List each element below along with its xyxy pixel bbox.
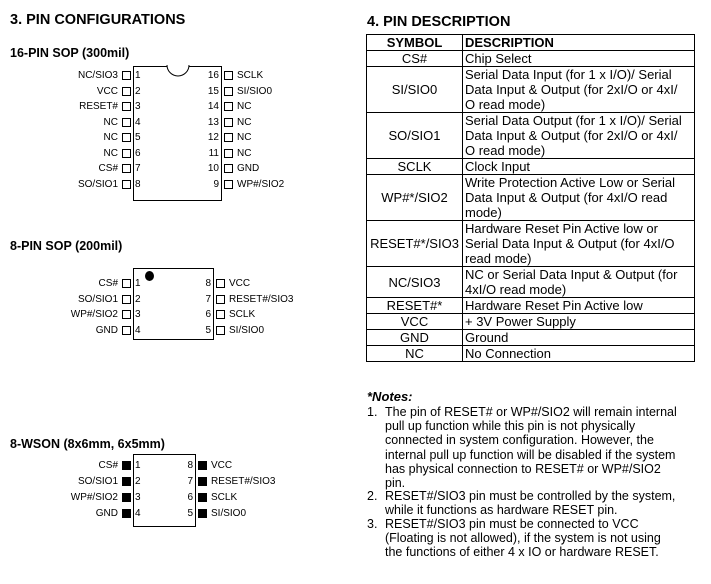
symbol-cell: NC <box>367 346 463 362</box>
table-row <box>367 298 695 314</box>
sop8-right-pin-label: SCLK <box>229 309 256 321</box>
sop16-notch <box>166 65 190 77</box>
description-header: DESCRIPTION <box>463 35 695 51</box>
sop16-right-pin-label: GND <box>237 163 260 174</box>
wson8-left-pin-number: 1 <box>135 460 141 471</box>
wson8-right-pin-number: 6 <box>187 492 193 503</box>
sop8-left-pin-label: SO/SIO1 <box>77 293 118 305</box>
symbol-cell: GND <box>367 330 463 346</box>
wson8-left-pin-number: 3 <box>135 492 141 503</box>
pin-description-table <box>366 34 695 362</box>
symbol-cell: WP#*/SIO2 <box>367 175 463 221</box>
wson8-right-pin <box>198 461 207 470</box>
table-row <box>367 221 695 267</box>
sop8-left-pin-number: 1 <box>135 278 141 289</box>
description-line: 4xI/O read mode) <box>465 282 567 297</box>
sop8-heading: 8-PIN SOP (200mil) <box>10 239 123 253</box>
note-text <box>385 517 697 560</box>
note-line: internal pull up function will be disabled if the system <box>385 447 676 462</box>
sop16-right-pin <box>224 133 233 142</box>
description-cell <box>463 330 695 346</box>
wson8-right-pin-label: VCC <box>211 460 233 471</box>
note-text <box>385 405 697 490</box>
sop16-right-pin-label: NC <box>237 101 252 112</box>
description-line: Ground <box>465 330 509 345</box>
description-line: Serial Data Input (for 1 x I/O)/ Serial <box>465 67 672 82</box>
sop16-left-pin-label: NC <box>103 116 118 128</box>
table-row <box>367 346 695 362</box>
description-line: + 3V Power Supply <box>465 314 576 329</box>
sop8-right-pin-label: VCC <box>229 278 251 289</box>
sop8-right-pin-label: SI/SIO0 <box>229 325 265 337</box>
note-item <box>367 517 697 560</box>
wson8-left-pin <box>122 477 131 486</box>
description-cell <box>463 51 695 67</box>
note-item <box>367 489 697 517</box>
wson8-left-pin-number: 2 <box>135 476 141 487</box>
sop8-right-pin-number: 7 <box>205 293 211 305</box>
description-line: No Connection <box>465 346 551 361</box>
symbol-cell: CS# <box>367 51 463 67</box>
sop16-right-pin-number: 15 <box>207 85 219 97</box>
note-line: while it functions as hardware RESET pin. <box>385 503 618 518</box>
description-line: Data Input & Output (for 4xI/O read <box>465 190 668 205</box>
sop8-right-pin-number: 6 <box>205 309 211 321</box>
table-row <box>367 267 695 298</box>
description-line: read mode) <box>465 251 532 266</box>
sop8-left-pin-number: 2 <box>135 293 141 305</box>
sop8-right-pin-number: 8 <box>205 278 211 289</box>
description-cell <box>463 113 695 159</box>
sop16-left-pin-label: NC/SIO3 <box>77 70 118 81</box>
description-line: Hardware Reset Pin Active low <box>465 298 643 313</box>
note-line: pin. <box>385 476 406 491</box>
description-line: Serial Data Output (for 1 x I/O)/ Serial <box>465 113 682 128</box>
sop8-right-pin <box>216 326 225 335</box>
sop16-right-pin <box>224 118 233 127</box>
sop16-right-pin-number: 10 <box>207 163 219 174</box>
sop8-right-pin <box>216 279 225 288</box>
note-line: has physical connection to RESET# or WP#/SIO2 <box>385 461 661 476</box>
sop16-left-pin-number: 2 <box>135 85 141 97</box>
wson8-left-pin-number: 4 <box>135 508 141 519</box>
table-row <box>367 314 695 330</box>
sop16-left-pin-label: NC <box>103 147 118 159</box>
sop8-left-pin <box>122 279 131 288</box>
note-text <box>385 489 697 517</box>
symbol-cell: RESET#* <box>367 298 463 314</box>
sop16-right-pin <box>224 149 233 158</box>
sop8-right-pin-number: 5 <box>205 325 211 337</box>
wson8-right-pin-label: SI/SIO0 <box>211 508 247 519</box>
sop8-right-pin-label: RESET#/SIO3 <box>229 293 294 305</box>
wson8-left-pin <box>122 493 131 502</box>
table-row <box>367 67 695 113</box>
sop16-right-pin <box>224 87 233 96</box>
description-cell <box>463 314 695 330</box>
sop16-left-pin <box>122 180 131 189</box>
table-row <box>367 330 695 346</box>
symbol-cell: SCLK <box>367 159 463 175</box>
table-header-row <box>367 35 695 51</box>
note-line: connected in system configuration. However, the <box>385 433 654 448</box>
wson8-left-pin-label: GND <box>95 508 118 519</box>
sop16-right-pin-label: NC <box>237 132 252 143</box>
description-line: Serial Data Input & Output (for 4xI/O <box>465 236 675 251</box>
note-line: The pin of RESET# or WP#/SIO2 will remain internal <box>385 405 677 419</box>
description-line: O read mode) <box>465 143 546 158</box>
wson8-right-pin-number: 7 <box>187 476 193 487</box>
sop16-left-pin-number: 1 <box>135 70 141 81</box>
wson8-right-pin-number: 5 <box>187 508 193 519</box>
sop16-left-pin <box>122 102 131 111</box>
description-cell <box>463 67 695 113</box>
wson8-right-pin-number: 8 <box>187 460 193 471</box>
sop16-right-pin-label: SCLK <box>237 70 264 81</box>
note-number: 3. <box>367 517 378 531</box>
pin-description-title: 4. PIN DESCRIPTION <box>367 14 511 30</box>
description-cell <box>463 298 695 314</box>
description-line: Hardware Reset Pin Active low or <box>465 221 658 236</box>
sop16-left-pin <box>122 71 131 80</box>
sop16-left-pin-number: 3 <box>135 101 141 112</box>
sop16-left-pin-label: SO/SIO1 <box>77 178 118 190</box>
sop16-right-pin-number: 16 <box>207 70 219 81</box>
sop16-left-pin-label: VCC <box>96 85 118 97</box>
sop16-right-pin-label: WP#/SIO2 <box>237 178 285 190</box>
wson8-left-pin-label: SO/SIO1 <box>77 476 118 487</box>
note-line: pull up function while this pin is not physically <box>385 419 636 434</box>
sop16-left-pin <box>122 149 131 158</box>
sop16-right-pin <box>224 180 233 189</box>
table-row <box>367 113 695 159</box>
sop16-right-pin-number: 12 <box>207 132 219 143</box>
sop16-heading: 16-PIN SOP (300mil) <box>10 46 130 60</box>
wson8-right-pin <box>198 509 207 518</box>
wson8-left-pin <box>122 509 131 518</box>
symbol-cell: SO/SIO1 <box>367 113 463 159</box>
note-line: (Floating is not allowed), if the system is not using <box>385 531 661 546</box>
sop16-left-pin <box>122 133 131 142</box>
sop16-right-pin-label: NC <box>237 147 252 159</box>
sop8-left-pin <box>122 326 131 335</box>
sop8-left-pin-number: 4 <box>135 325 141 337</box>
sop16-left-pin-label: NC <box>103 132 118 143</box>
sop16-right-pin <box>224 71 233 80</box>
wson8-right-pin-label: RESET#/SIO3 <box>211 476 276 487</box>
description-line: O read mode) <box>465 97 546 112</box>
sop16-left-pin-label: RESET# <box>79 101 118 112</box>
sop8-right-pin <box>216 295 225 304</box>
description-cell <box>463 221 695 267</box>
sop8-left-pin-label: WP#/SIO2 <box>70 309 118 321</box>
sop8-left-pin-number: 3 <box>135 309 141 321</box>
description-line: Clock Input <box>465 159 531 174</box>
sop8-left-pin <box>122 295 131 304</box>
sop16-right-pin-number: 14 <box>207 101 219 112</box>
description-cell <box>463 346 695 362</box>
sop8-right-pin <box>216 310 225 319</box>
symbol-header: SYMBOL <box>367 35 463 51</box>
description-line: Write Protection Active Low or Serial <box>465 175 676 190</box>
sop16-right-pin <box>224 164 233 173</box>
sop16-left-pin <box>122 164 131 173</box>
wson8-left-pin-label: WP#/SIO2 <box>70 492 118 503</box>
wson8-right-pin <box>198 477 207 486</box>
notes-title: *Notes: <box>367 389 413 404</box>
pin-config-title: 3. PIN CONFIGURATIONS <box>10 12 186 28</box>
description-line: Chip Select <box>465 51 532 66</box>
sop16-left-pin-number: 8 <box>135 178 141 190</box>
note-item <box>367 405 697 490</box>
table-row <box>367 51 695 67</box>
description-line: Data Input & Output (for 2xI/O or 4xI/ <box>465 82 678 97</box>
wson8-heading: 8-WSON (8x6mm, 6x5mm) <box>10 437 165 451</box>
wson8-left-pin-label: CS# <box>98 460 118 471</box>
sop8-left-pin-label: GND <box>95 325 118 337</box>
sop16-left-pin-label: CS# <box>98 163 118 174</box>
note-number: 2. <box>367 489 378 503</box>
symbol-cell: NC/SIO3 <box>367 267 463 298</box>
description-line: mode) <box>465 205 502 220</box>
wson8-right-pin-label: SCLK <box>211 492 238 503</box>
symbol-cell: VCC <box>367 314 463 330</box>
sop16-left-pin <box>122 87 131 96</box>
note-number: 1. <box>367 405 378 419</box>
sop16-left-pin-number: 4 <box>135 116 141 128</box>
sop16-left-pin-number: 6 <box>135 147 141 159</box>
symbol-cell: SI/SIO0 <box>367 67 463 113</box>
sop16-left-pin <box>122 118 131 127</box>
note-line: RESET#/SIO3 pin must be controlled by the system, <box>385 489 676 503</box>
wson8-right-pin <box>198 493 207 502</box>
table-row <box>367 175 695 221</box>
description-cell <box>463 175 695 221</box>
sop16-right-pin-number: 9 <box>213 178 219 190</box>
sop16-left-pin-number: 7 <box>135 163 141 174</box>
description-line: Data Input & Output (for 2xI/O or 4xI/ <box>465 128 678 143</box>
sop16-right-pin-label: SI/SIO0 <box>237 85 273 97</box>
sop16-right-pin-number: 13 <box>207 116 219 128</box>
sop16-left-pin-number: 5 <box>135 132 141 143</box>
sop8-left-pin-label: CS# <box>98 278 118 289</box>
wson8-left-pin <box>122 461 131 470</box>
description-cell <box>463 159 695 175</box>
sop16-right-pin-label: NC <box>237 116 252 128</box>
sop16-right-pin-number: 11 <box>208 147 219 159</box>
symbol-cell: RESET#*/SIO3 <box>367 221 463 267</box>
description-line: NC or Serial Data Input & Output (for <box>465 267 678 282</box>
description-cell <box>463 267 695 298</box>
note-line: the functions of either 4 x IO or hardware RESET. <box>385 545 659 560</box>
sop16-right-pin <box>224 102 233 111</box>
sop8-left-pin <box>122 310 131 319</box>
table-row <box>367 159 695 175</box>
note-line: RESET#/SIO3 pin must be connected to VCC <box>385 517 639 531</box>
